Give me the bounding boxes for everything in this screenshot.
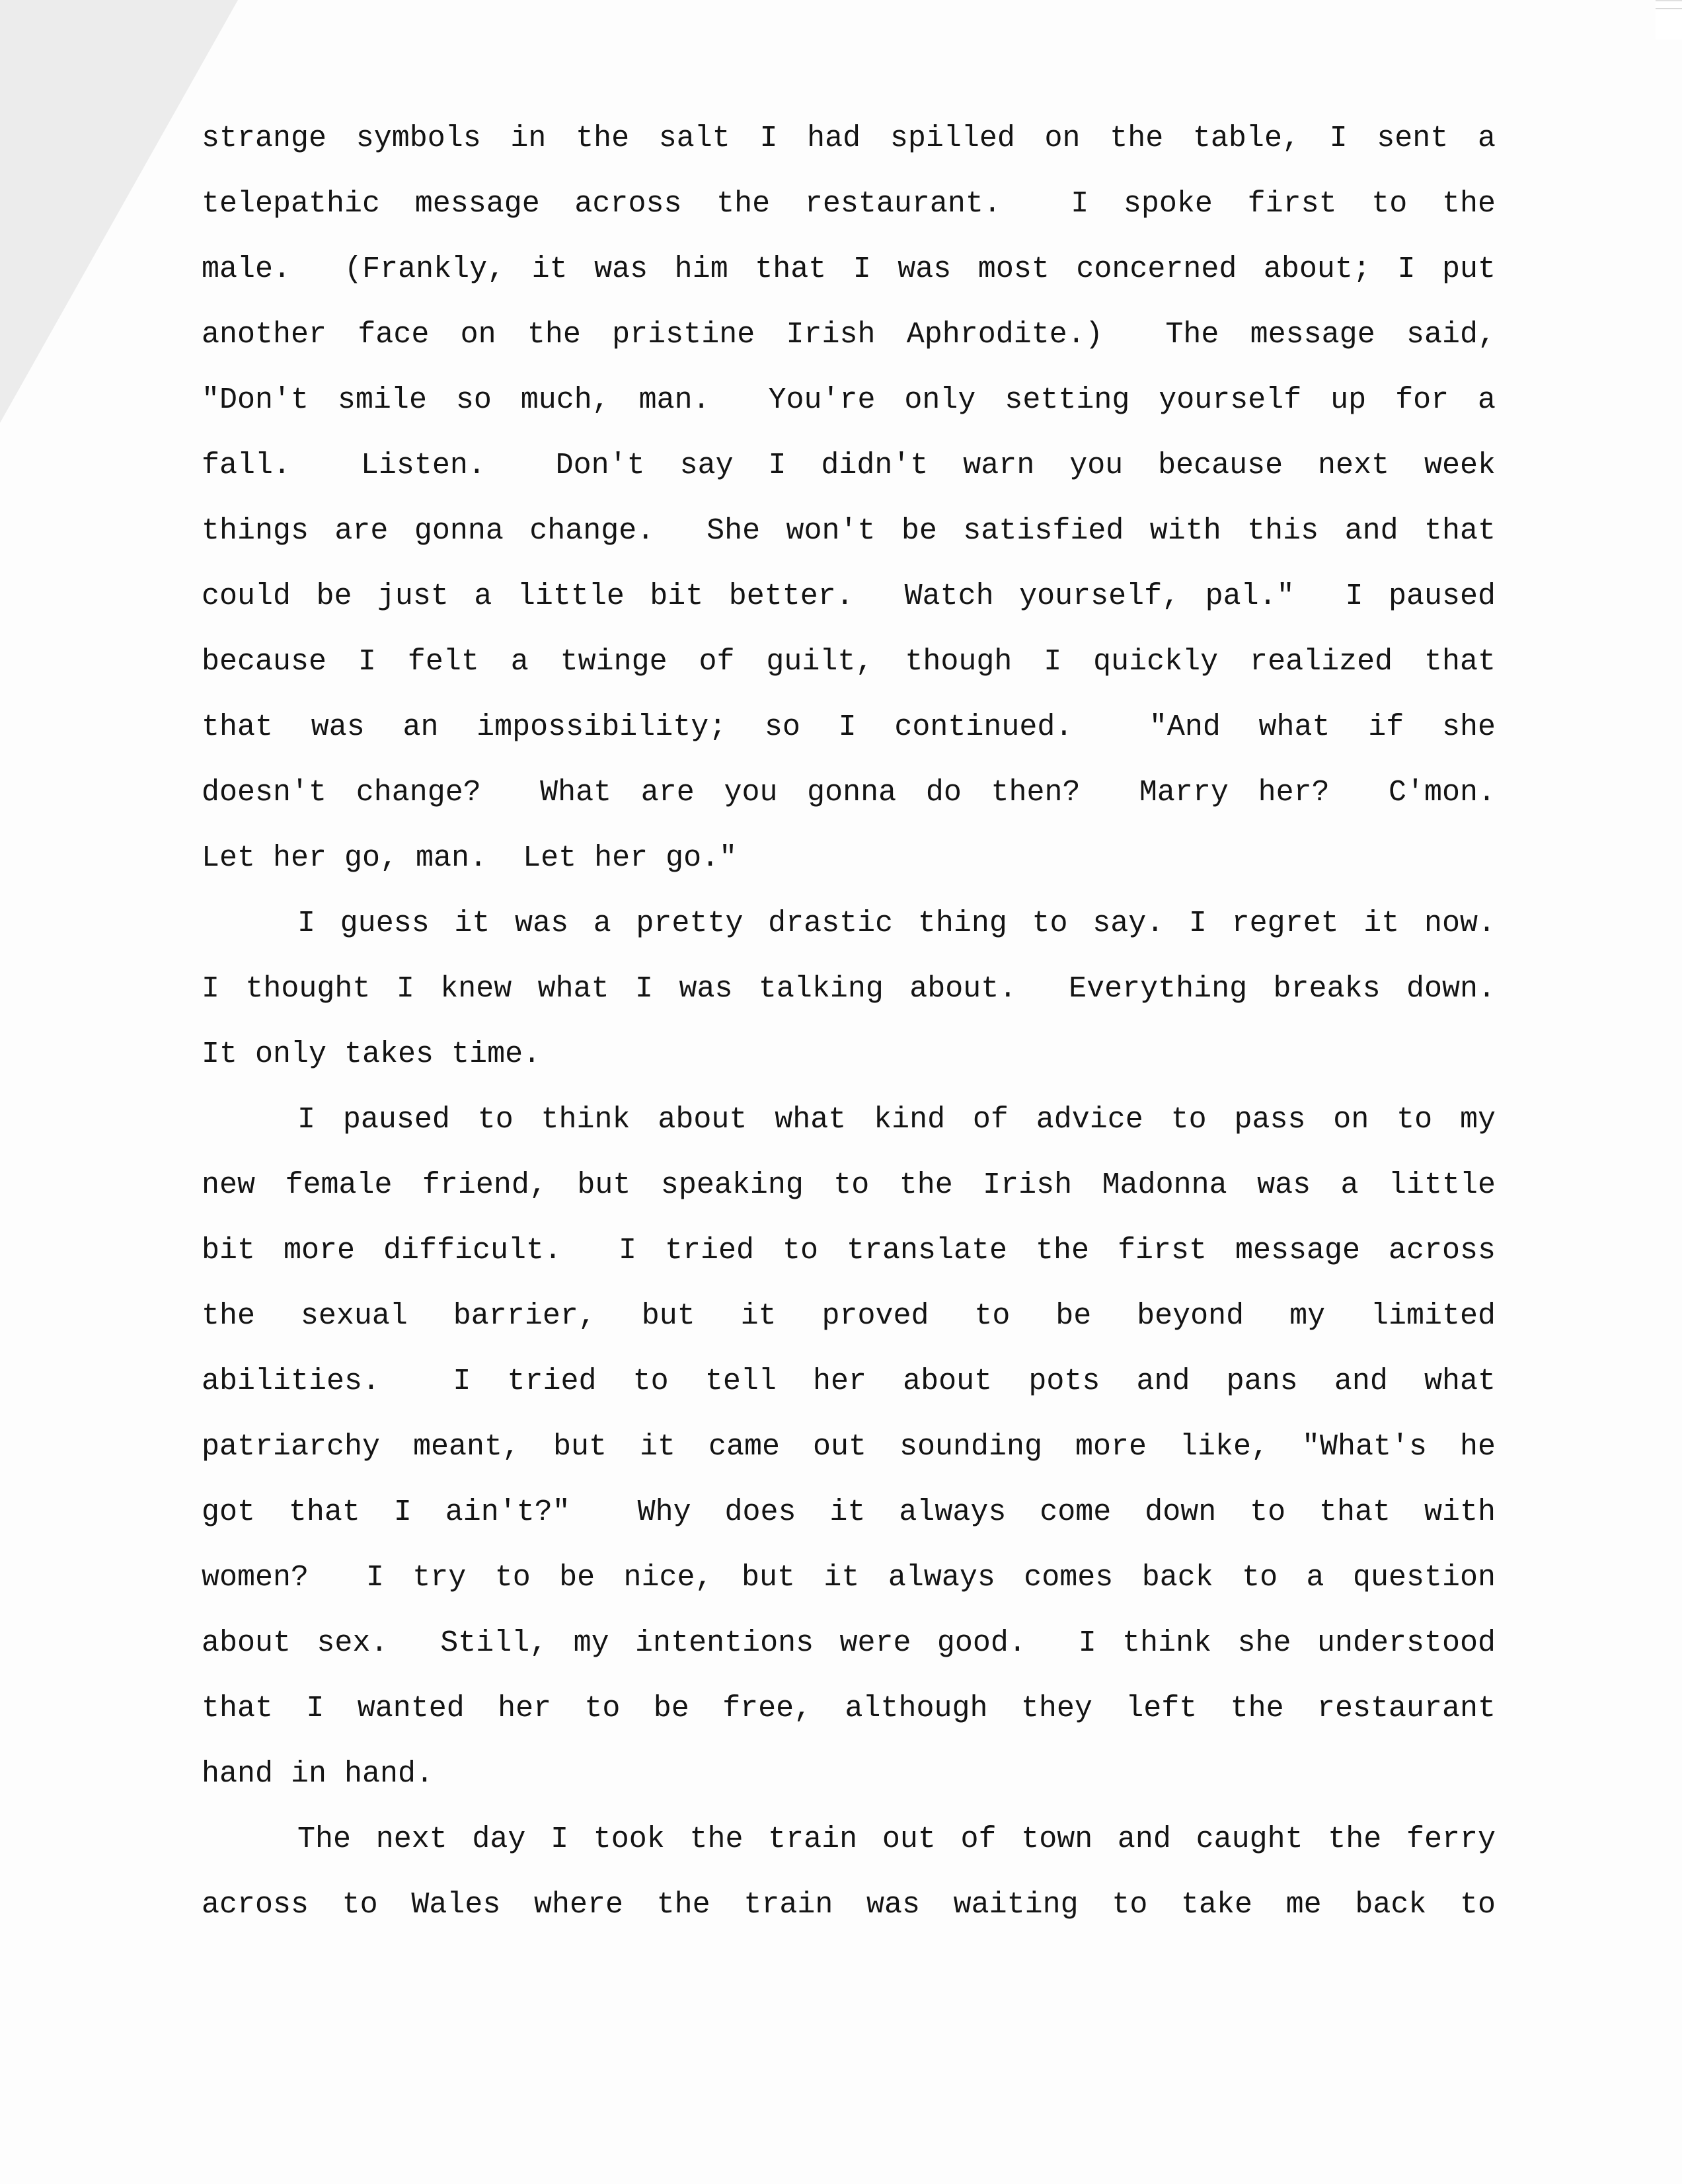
text-line: the sexual barrier, but it proved to be beyond my limited xyxy=(202,1299,1496,1333)
text-line: Let her go, man. Let her go." xyxy=(202,841,738,875)
text-line: fall. Listen. Don't say I didn't warn you because next week xyxy=(202,449,1496,482)
text-line: I thought I knew what I was talking about. Everything breaks down. xyxy=(202,972,1496,1006)
paragraph-next-day xyxy=(202,1807,1496,1938)
text-line: I paused to think about what kind of advice to pass on to my xyxy=(297,1103,1496,1137)
text-line: doesn't change? What are you gonna do then? Marry her? C'mon. xyxy=(202,776,1496,810)
text-line: another face on the pristine Irish Aphrodite.) The message said, xyxy=(202,318,1496,352)
text-line: across to Wales where the train was waiting to take me back to xyxy=(202,1888,1496,1922)
text-line: telepathic message across the restaurant. I spoke first to the xyxy=(202,187,1496,221)
paragraph-telepathic-message xyxy=(202,106,1496,891)
text-line: abilities. I tried to tell her about pots and pans and what xyxy=(202,1365,1496,1398)
paragraph-irish-madonna xyxy=(202,1087,1496,1807)
text-line: I guess it was a pretty drastic thing to say. I regret it now. xyxy=(297,907,1496,940)
text-line: bit more difficult. I tried to translate the first message across xyxy=(202,1234,1496,1267)
text-line: male. (Frankly, it was him that I was most concerned about; I put xyxy=(202,252,1496,286)
text-line: that I wanted her to be free, although they left the restaurant xyxy=(202,1692,1496,1725)
typewritten-text xyxy=(202,106,1496,1938)
text-line: strange symbols in the salt I had spilled on the table, I sent a xyxy=(202,122,1496,155)
paragraph-regret xyxy=(202,891,1496,1087)
stacked-page-edges xyxy=(1656,0,1682,40)
text-line: "Don't smile so much, man. You're only setting yourself up for a xyxy=(202,383,1496,417)
text-line: could be just a little bit better. Watch yourself, pal." I paused xyxy=(202,580,1496,613)
text-line: hand in hand. xyxy=(202,1757,434,1791)
text-line: because I felt a twinge of guilt, though I quickly realized that xyxy=(202,645,1496,679)
text-line: The next day I took the train out of town and caught the ferry xyxy=(297,1823,1496,1856)
text-line: new female friend, but speaking to the Irish Madonna was a little xyxy=(202,1168,1496,1202)
text-line: patriarchy meant, but it came out sounding more like, "What's he xyxy=(202,1430,1496,1464)
text-line: about sex. Still, my intentions were good. I think she understood xyxy=(202,1626,1496,1660)
text-line: that was an impossibility; so I continued. "And what if she xyxy=(202,710,1496,744)
text-line: got that I ain't?" Why does it always come down to that with xyxy=(202,1495,1496,1529)
text-line: women? I try to be nice, but it always comes back to a question xyxy=(202,1561,1496,1595)
text-line: It only takes time. xyxy=(202,1037,541,1071)
text-line: things are gonna change. She won't be satisfied with this and that xyxy=(202,514,1496,548)
